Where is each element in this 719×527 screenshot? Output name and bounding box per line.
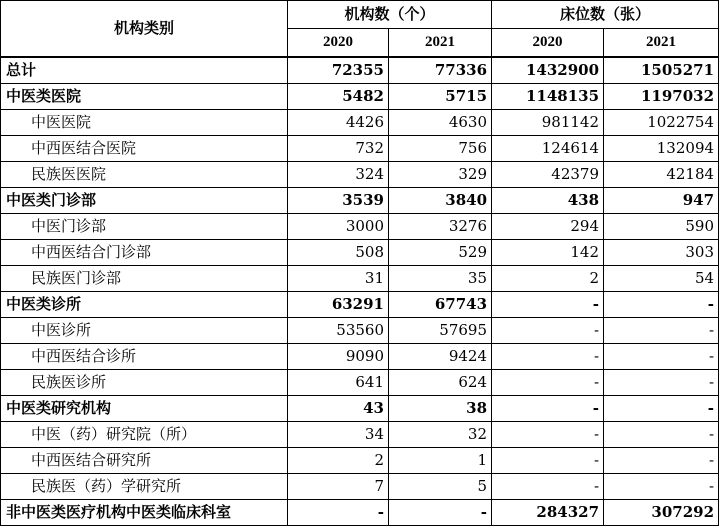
- institutions-2020-cell: 53560: [288, 318, 389, 344]
- row-category-cell: 民族医诊所: [1, 370, 288, 396]
- institutions-2020-cell: 31: [288, 266, 389, 292]
- beds-2021-cell: -: [604, 474, 719, 500]
- institutions-2020-cell: 732: [288, 136, 389, 162]
- institutions-2021-cell: 67743: [389, 292, 492, 318]
- beds-2020-cell: -: [492, 422, 604, 448]
- institutions-2021-cell: 529: [389, 240, 492, 266]
- year-header-institutions-2021: 2021: [389, 29, 492, 58]
- table-row: [1, 162, 719, 188]
- institutions-2021-cell: 329: [389, 162, 492, 188]
- beds-2020-cell: 1432900: [492, 57, 604, 84]
- institutions-2020-cell: -: [288, 500, 389, 526]
- institutions-2021-cell: 77336: [389, 57, 492, 84]
- row-category-cell: 中医诊所: [1, 318, 288, 344]
- institutions-2020-cell: 72355: [288, 57, 389, 84]
- institutions-2021-cell: -: [389, 500, 492, 526]
- table-body: [1, 57, 719, 526]
- table-row: [1, 188, 719, 214]
- table-row: [1, 57, 719, 84]
- beds-2021-cell: -: [604, 292, 719, 318]
- beds-2021-cell: 303: [604, 240, 719, 266]
- institutions-2020-cell: 9090: [288, 344, 389, 370]
- institutions-2020-cell: 4426: [288, 110, 389, 136]
- category-header: 机构类别: [1, 1, 288, 58]
- row-category-cell: 总计: [1, 57, 288, 84]
- beds-2021-cell: 590: [604, 214, 719, 240]
- institutions-2021-cell: 38: [389, 396, 492, 422]
- row-category-cell: 中医门诊部: [1, 214, 288, 240]
- year-header-beds-2020: 2020: [492, 29, 604, 58]
- beds-2021-cell: -: [604, 370, 719, 396]
- institutions-2021-cell: 5: [389, 474, 492, 500]
- beds-2020-cell: 294: [492, 214, 604, 240]
- table-row: [1, 474, 719, 500]
- table-row: [1, 448, 719, 474]
- institutions-2021-cell: 756: [389, 136, 492, 162]
- institutions-2020-cell: 43: [288, 396, 389, 422]
- institutions-2020-cell: 3539: [288, 188, 389, 214]
- row-category-cell: 非中医类医疗机构中医类临床科室: [1, 500, 288, 526]
- table-row: [1, 344, 719, 370]
- year-header-institutions-2020: 2020: [288, 29, 389, 58]
- beds-2020-cell: -: [492, 318, 604, 344]
- row-category-cell: 民族医门诊部: [1, 266, 288, 292]
- beds-2021-cell: -: [604, 448, 719, 474]
- row-category-cell: 中医（药）研究院（所）: [1, 422, 288, 448]
- row-category-cell: 民族医医院: [1, 162, 288, 188]
- table-row: [1, 318, 719, 344]
- beds-2020-cell: 438: [492, 188, 604, 214]
- beds-2021-cell: 1197032: [604, 84, 719, 110]
- beds-2021-cell: -: [604, 318, 719, 344]
- beds-2021-cell: 54: [604, 266, 719, 292]
- beds-2020-cell: 1148135: [492, 84, 604, 110]
- beds-2021-cell: 307292: [604, 500, 719, 526]
- beds-2020-cell: -: [492, 344, 604, 370]
- table-row: [1, 266, 719, 292]
- beds-2020-cell: 981142: [492, 110, 604, 136]
- table-row: [1, 84, 719, 110]
- row-category-cell: 中医类研究机构: [1, 396, 288, 422]
- institutions-2020-cell: 641: [288, 370, 389, 396]
- beds-group-header: 床位数（张）: [492, 1, 719, 29]
- table-row: [1, 422, 719, 448]
- institutions-2021-cell: 9424: [389, 344, 492, 370]
- beds-2021-cell: -: [604, 422, 719, 448]
- institutions-2021-cell: 3276: [389, 214, 492, 240]
- beds-2020-cell: 42379: [492, 162, 604, 188]
- beds-2020-cell: -: [492, 370, 604, 396]
- table-row: [1, 214, 719, 240]
- institutions-2021-cell: 5715: [389, 84, 492, 110]
- beds-2020-cell: -: [492, 396, 604, 422]
- beds-2021-cell: 1022754: [604, 110, 719, 136]
- table-row: [1, 500, 719, 526]
- beds-2020-cell: -: [492, 474, 604, 500]
- row-category-cell: 民族医（药）学研究所: [1, 474, 288, 500]
- beds-2020-cell: 284327: [492, 500, 604, 526]
- institutions-2020-cell: 5482: [288, 84, 389, 110]
- beds-2020-cell: 124614: [492, 136, 604, 162]
- institutions-2021-cell: 4630: [389, 110, 492, 136]
- beds-2020-cell: -: [492, 448, 604, 474]
- institutions-2021-cell: 57695: [389, 318, 492, 344]
- row-category-cell: 中医类医院: [1, 84, 288, 110]
- table-row: [1, 136, 719, 162]
- row-category-cell: 中医类诊所: [1, 292, 288, 318]
- beds-2021-cell: 1505271: [604, 57, 719, 84]
- row-category-cell: 中西医结合研究所: [1, 448, 288, 474]
- table-row: [1, 240, 719, 266]
- institutions-2020-cell: 7: [288, 474, 389, 500]
- institutions-2020-cell: 34: [288, 422, 389, 448]
- institutions-2021-cell: 35: [389, 266, 492, 292]
- row-category-cell: 中西医结合门诊部: [1, 240, 288, 266]
- institutions-2020-cell: 2: [288, 448, 389, 474]
- beds-2020-cell: -: [492, 292, 604, 318]
- row-category-cell: 中西医结合诊所: [1, 344, 288, 370]
- beds-2021-cell: 42184: [604, 162, 719, 188]
- institutions-group-header: 机构数（个）: [288, 1, 492, 29]
- beds-2020-cell: 2: [492, 266, 604, 292]
- table-row: [1, 370, 719, 396]
- beds-2020-cell: 142: [492, 240, 604, 266]
- row-category-cell: 中医类门诊部: [1, 188, 288, 214]
- institutions-2021-cell: 1: [389, 448, 492, 474]
- row-category-cell: 中医医院: [1, 110, 288, 136]
- table-header: [1, 1, 719, 58]
- institutions-2020-cell: 63291: [288, 292, 389, 318]
- table-row: [1, 396, 719, 422]
- table-row: [1, 292, 719, 318]
- beds-2021-cell: 132094: [604, 136, 719, 162]
- institutions-2020-cell: 324: [288, 162, 389, 188]
- institutions-2021-cell: 3840: [389, 188, 492, 214]
- beds-2021-cell: -: [604, 396, 719, 422]
- institutions-2020-cell: 508: [288, 240, 389, 266]
- year-header-beds-2021: 2021: [604, 29, 719, 58]
- table-row: [1, 110, 719, 136]
- institutions-2021-cell: 624: [389, 370, 492, 396]
- institutions-2021-cell: 32: [389, 422, 492, 448]
- institutions-2020-cell: 3000: [288, 214, 389, 240]
- beds-2021-cell: 947: [604, 188, 719, 214]
- row-category-cell: 中西医结合医院: [1, 136, 288, 162]
- beds-2021-cell: -: [604, 344, 719, 370]
